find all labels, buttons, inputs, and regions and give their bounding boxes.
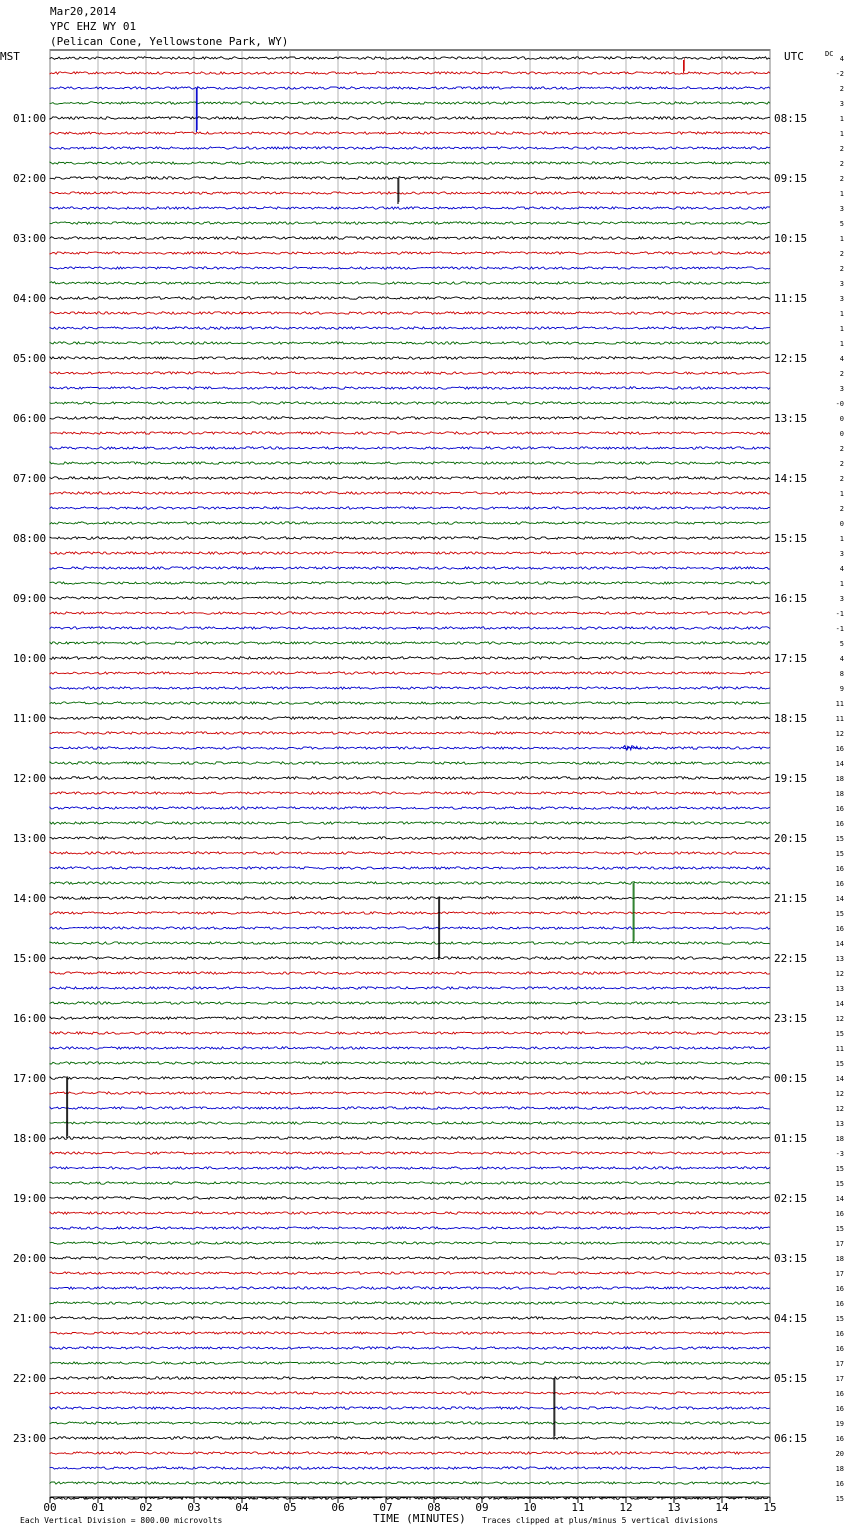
trace-line xyxy=(50,657,770,660)
trace-line xyxy=(50,1377,770,1380)
trace-line xyxy=(50,597,770,600)
dc-offset-label: 2 xyxy=(839,250,844,258)
trace-line xyxy=(50,402,770,404)
trace-line xyxy=(50,552,770,554)
utc-hour-label: 17:15 xyxy=(774,652,808,665)
trace-line xyxy=(50,1392,770,1394)
trace-line xyxy=(50,1152,770,1154)
dc-offset-label: 13 xyxy=(835,955,844,963)
x-tick-label: 04 xyxy=(235,1501,249,1514)
dc-offset-label: 18 xyxy=(835,1465,844,1473)
x-tick-label: 02 xyxy=(139,1501,153,1514)
dc-offset-label: 20 xyxy=(835,1450,844,1458)
minute-grid xyxy=(50,50,770,1503)
mst-hour-label: 05:00 xyxy=(13,352,47,365)
trace-line xyxy=(50,1317,770,1320)
dc-offset-label: 14 xyxy=(835,940,844,948)
trace-line xyxy=(50,177,770,180)
trace-line xyxy=(50,1032,770,1034)
dc-offset-label: 16 xyxy=(835,1345,844,1353)
trace-line xyxy=(50,342,770,344)
dc-offset-label: 2 xyxy=(839,265,844,273)
trace-line xyxy=(50,867,770,869)
trace-line xyxy=(50,372,770,374)
trace-line xyxy=(50,1452,770,1454)
trace-line xyxy=(50,1437,770,1440)
mst-hour-label: 11:00 xyxy=(13,712,47,725)
mst-hour-label: 14:00 xyxy=(13,892,47,905)
mst-hour-label: 13:00 xyxy=(13,832,47,845)
trace-line xyxy=(50,1197,770,1200)
utc-hour-label: 09:15 xyxy=(774,172,808,185)
dc-offset-label: 11 xyxy=(835,700,844,708)
utc-hour-label: 08:15 xyxy=(774,112,808,125)
trace-line xyxy=(50,1362,770,1364)
utc-hour-label: 19:15 xyxy=(774,772,808,785)
mst-hour-label: 19:00 xyxy=(13,1192,47,1205)
dc-offset-label: 14 xyxy=(835,760,844,768)
dc-offset-label: 12 xyxy=(835,1105,844,1113)
dc-offset-label: 2 xyxy=(839,370,844,378)
utc-hour-label: 16:15 xyxy=(774,592,808,605)
dc-offset-label: 3 xyxy=(839,385,844,393)
utc-hour-label: 15:15 xyxy=(774,532,808,545)
dc-offset-label: 16 xyxy=(835,1435,844,1443)
dc-offset-label: 4 xyxy=(839,55,844,63)
dc-offset-label: 2 xyxy=(839,475,844,483)
mst-hour-label: 18:00 xyxy=(13,1132,47,1145)
dc-offset-label: 14 xyxy=(835,1000,844,1008)
dc-offset-label: 3 xyxy=(839,295,844,303)
trace-line xyxy=(50,792,770,794)
trace-line xyxy=(50,87,770,89)
mst-hour-label: 04:00 xyxy=(13,292,47,305)
mst-hour-label: 16:00 xyxy=(13,1012,47,1025)
trace-line xyxy=(50,1017,770,1020)
trace-line xyxy=(50,1182,770,1184)
trace-line xyxy=(50,882,770,884)
trace-line xyxy=(50,492,770,494)
trace-line xyxy=(50,1287,770,1289)
x-tick-label: 13 xyxy=(667,1501,681,1514)
mst-hour-label: 22:00 xyxy=(13,1372,47,1385)
utc-hour-label: 20:15 xyxy=(774,832,808,845)
trace-line xyxy=(50,162,770,164)
trace-line xyxy=(50,357,770,360)
dc-offset-label: 8 xyxy=(839,670,844,678)
dc-offset-label: 18 xyxy=(835,1255,844,1263)
mst-hour-label: 20:00 xyxy=(13,1252,47,1265)
trace-line xyxy=(50,417,770,420)
dc-offset-label: 16 xyxy=(835,805,844,813)
trace-line xyxy=(50,117,770,120)
event-burst xyxy=(623,746,641,750)
trace-line xyxy=(50,1242,770,1244)
dc-offset-label: 16 xyxy=(835,1300,844,1308)
trace-line xyxy=(50,627,770,629)
trace-line xyxy=(50,612,770,614)
mst-hour-label: 06:00 xyxy=(13,412,47,425)
trace-line xyxy=(50,672,770,674)
dc-offset-label: 5 xyxy=(839,640,844,648)
dc-offset-label: 1 xyxy=(839,190,844,198)
mst-hour-label: 03:00 xyxy=(13,232,47,245)
trace-line xyxy=(50,282,770,284)
trace-line xyxy=(50,1092,770,1094)
trace-line xyxy=(50,1272,770,1274)
dc-offset-label: 3 xyxy=(839,280,844,288)
dc-offset-label: 1 xyxy=(839,580,844,588)
trace-line xyxy=(50,477,770,480)
dc-offset-label: -1 xyxy=(835,625,844,633)
trace-line xyxy=(50,987,770,989)
trace-line xyxy=(50,327,770,329)
dc-offset-label: 1 xyxy=(839,490,844,498)
trace-line xyxy=(50,132,770,134)
x-tick-label: 14 xyxy=(715,1501,729,1514)
utc-hour-label: 01:15 xyxy=(774,1132,808,1145)
dc-offset-label: 13 xyxy=(835,985,844,993)
trace-line xyxy=(50,432,770,434)
utc-hour-label: 02:15 xyxy=(774,1192,808,1205)
trace-line xyxy=(50,1002,770,1004)
trace-line xyxy=(50,1422,770,1424)
x-tick-label: 03 xyxy=(187,1501,201,1514)
dc-offset-label: -3 xyxy=(835,1150,844,1158)
trace-line xyxy=(50,267,770,269)
utc-hour-label: 10:15 xyxy=(774,232,808,245)
utc-hour-label: 06:15 xyxy=(774,1432,808,1445)
dc-offset-label: 15 xyxy=(835,1060,844,1068)
mst-hour-label: 17:00 xyxy=(13,1072,47,1085)
trace-line xyxy=(50,447,770,449)
mst-hour-label: 10:00 xyxy=(13,652,47,665)
mst-hour-label: 01:00 xyxy=(13,112,47,125)
dc-offset-label: 15 xyxy=(835,1315,844,1323)
dc-offset-label: 9 xyxy=(839,685,844,693)
header-location: (Pelican Cone, Yellowstone Park, WY) xyxy=(50,35,289,48)
trace-line xyxy=(50,1407,770,1409)
x-tick-label: 00 xyxy=(43,1501,57,1514)
trace-line xyxy=(50,1047,770,1049)
trace-line xyxy=(50,582,770,584)
trace-line xyxy=(50,1467,770,1469)
trace-line xyxy=(50,537,770,540)
dc-offset-label: 1 xyxy=(839,325,844,333)
dc-offset-label: 4 xyxy=(839,565,844,573)
utc-hour-label: 00:15 xyxy=(774,1072,808,1085)
dc-offset-label: 12 xyxy=(835,730,844,738)
dc-offset-label: 13 xyxy=(835,1120,844,1128)
dc-offset-label: 15 xyxy=(835,1225,844,1233)
trace-line xyxy=(50,942,770,944)
trace-line xyxy=(50,1107,770,1109)
trace-line xyxy=(50,1482,770,1484)
dc-offset-label: 17 xyxy=(835,1270,844,1278)
mst-hour-label: 08:00 xyxy=(13,532,47,545)
dc-offset-label: 1 xyxy=(839,535,844,543)
axis-labels xyxy=(0,50,844,1525)
utc-label: UTC xyxy=(784,50,804,63)
dc-offset-label: 1 xyxy=(839,340,844,348)
x-tick-label: 10 xyxy=(523,1501,537,1514)
dc-offset-label: 0 xyxy=(839,415,844,423)
trace-line xyxy=(50,732,770,734)
x-tick-label: 11 xyxy=(571,1501,585,1514)
dc-offset-label: 15 xyxy=(835,910,844,918)
trace-line xyxy=(50,1332,770,1334)
dc-offset-label: 2 xyxy=(839,85,844,93)
dc-offset-label: 16 xyxy=(835,865,844,873)
utc-hour-label: 23:15 xyxy=(774,1012,808,1025)
x-tick-label: 07 xyxy=(379,1501,393,1514)
dc-offset-label: 3 xyxy=(839,205,844,213)
dc-offset-label: 16 xyxy=(835,820,844,828)
dc-offset-label: 14 xyxy=(835,1075,844,1083)
dc-offset-label: 12 xyxy=(835,970,844,978)
dc-offset-label: 2 xyxy=(839,460,844,468)
trace-line xyxy=(50,237,770,240)
dc-offset-label: -2 xyxy=(835,70,844,78)
trace-line xyxy=(50,897,770,900)
mst-hour-label: 02:00 xyxy=(13,172,47,185)
dc-offset-label: 16 xyxy=(835,1480,844,1488)
x-tick-label: 06 xyxy=(331,1501,345,1514)
dc-offset-label: 16 xyxy=(835,745,844,753)
dc-offset-label: 2 xyxy=(839,445,844,453)
trace-line xyxy=(50,807,770,809)
dc-offset-label: 16 xyxy=(835,1405,844,1413)
trace-line xyxy=(50,222,770,224)
trace-line xyxy=(50,387,770,389)
trace-line xyxy=(50,102,770,104)
trace-line xyxy=(50,312,770,314)
dc-offset-label: 14 xyxy=(835,1195,844,1203)
trace-line xyxy=(50,837,770,840)
dc-offset-label: 1 xyxy=(839,235,844,243)
x-axis-title: TIME (MINUTES) xyxy=(373,1512,466,1525)
utc-hour-label: 05:15 xyxy=(774,1372,808,1385)
x-tick-label: 05 xyxy=(283,1501,297,1514)
trace-line xyxy=(50,1122,770,1124)
utc-hour-label: 14:15 xyxy=(774,472,808,485)
trace-line xyxy=(50,927,770,929)
dc-offset-label: 15 xyxy=(835,1495,844,1503)
trace-line xyxy=(50,1167,770,1169)
dc-offset-label: 11 xyxy=(835,1045,844,1053)
dc-offset-label: 2 xyxy=(839,505,844,513)
trace-line xyxy=(50,1347,770,1349)
trace-line xyxy=(50,57,770,60)
dc-offset-label: 16 xyxy=(835,880,844,888)
trace-line xyxy=(50,297,770,300)
trace-line xyxy=(50,747,770,749)
trace-line xyxy=(50,1257,770,1260)
dc-offset-label: 5 xyxy=(839,220,844,228)
trace-line xyxy=(50,702,770,704)
dc-offset-label: 17 xyxy=(835,1375,844,1383)
header-date: Mar20,2014 xyxy=(50,5,117,18)
dc-label: DC xyxy=(825,50,834,58)
dc-offset-label: 15 xyxy=(835,1165,844,1173)
utc-hour-label: 03:15 xyxy=(774,1252,808,1265)
trace-line xyxy=(50,207,770,209)
trace-line xyxy=(50,1227,770,1229)
dc-offset-label: 16 xyxy=(835,925,844,933)
trace-line xyxy=(50,147,770,149)
clip-note: Traces clipped at plus/minus 5 vertical divisions xyxy=(482,1516,719,1525)
trace-line xyxy=(50,912,770,914)
dc-offset-label: 2 xyxy=(839,160,844,168)
x-tick-label: 12 xyxy=(619,1501,633,1514)
mst-hour-label: 12:00 xyxy=(13,772,47,785)
dc-offset-label: 19 xyxy=(835,1420,844,1428)
trace-line xyxy=(50,642,770,644)
dc-offset-label: 15 xyxy=(835,835,844,843)
x-tick-label: 08 xyxy=(427,1501,441,1514)
mst-label: MST xyxy=(0,50,20,63)
scale-note: Each Vertical Division = 800.00 microvolts xyxy=(20,1516,223,1525)
mst-hour-label: 09:00 xyxy=(13,592,47,605)
utc-hour-label: 13:15 xyxy=(774,412,808,425)
dc-offset-label: 1 xyxy=(839,115,844,123)
dc-offset-label: 15 xyxy=(835,1180,844,1188)
dc-offset-label: 3 xyxy=(839,550,844,558)
dc-offset-label: 11 xyxy=(835,715,844,723)
utc-hour-label: 11:15 xyxy=(774,292,808,305)
dc-offset-label: -0 xyxy=(835,400,844,408)
trace-line xyxy=(50,1137,770,1140)
dc-offset-label: 3 xyxy=(839,595,844,603)
trace-line xyxy=(50,822,770,824)
dc-offset-label: -1 xyxy=(835,610,844,618)
x-tick-label: 09 xyxy=(475,1501,489,1514)
trace-line xyxy=(50,972,770,974)
dc-offset-label: 3 xyxy=(839,100,844,108)
dc-offset-label: 4 xyxy=(839,355,844,363)
mst-hour-label: 07:00 xyxy=(13,472,47,485)
trace-line xyxy=(50,717,770,720)
x-tick-label: 01 xyxy=(91,1501,105,1514)
dc-offset-label: 15 xyxy=(835,850,844,858)
trace-line xyxy=(50,567,770,569)
dc-offset-label: 16 xyxy=(835,1210,844,1218)
dc-offset-label: 14 xyxy=(835,895,844,903)
header-station: YPC EHZ WY 01 xyxy=(50,20,137,33)
trace-line xyxy=(50,252,770,254)
dc-offset-label: 16 xyxy=(835,1390,844,1398)
mst-hour-label: 15:00 xyxy=(13,952,47,965)
dc-offset-label: 16 xyxy=(835,1285,844,1293)
trace-line xyxy=(50,777,770,780)
dc-offset-label: 1 xyxy=(839,310,844,318)
dc-offset-label: 2 xyxy=(839,145,844,153)
utc-hour-label: 22:15 xyxy=(774,952,808,965)
trace-line xyxy=(50,462,770,464)
x-tick-label: 15 xyxy=(763,1501,777,1514)
dc-offset-label: 18 xyxy=(835,790,844,798)
trace-line xyxy=(50,957,770,960)
utc-hour-label: 21:15 xyxy=(774,892,808,905)
utc-hour-label: 12:15 xyxy=(774,352,808,365)
dc-offset-label: 18 xyxy=(835,775,844,783)
trace-line xyxy=(50,72,770,74)
utc-hour-label: 04:15 xyxy=(774,1312,808,1325)
dc-offset-label: 0 xyxy=(839,430,844,438)
trace-line xyxy=(50,1077,770,1080)
trace-line xyxy=(50,852,770,854)
dc-offset-label: 1 xyxy=(839,130,844,138)
trace-line xyxy=(50,192,770,194)
trace-line xyxy=(50,522,770,524)
utc-hour-label: 18:15 xyxy=(774,712,808,725)
seismic-traces xyxy=(50,57,770,1500)
trace-line xyxy=(50,687,770,689)
trace-line xyxy=(50,507,770,509)
dc-offset-label: 16 xyxy=(835,1330,844,1338)
dc-offset-label: 17 xyxy=(835,1240,844,1248)
mst-hour-label: 21:00 xyxy=(13,1312,47,1325)
trace-line xyxy=(50,1062,770,1064)
dc-offset-label: 2 xyxy=(839,175,844,183)
dc-offset-label: 4 xyxy=(839,655,844,663)
trace-line xyxy=(50,762,770,764)
dc-offset-label: 15 xyxy=(835,1030,844,1038)
dc-offset-label: 18 xyxy=(835,1135,844,1143)
dc-offset-label: 0 xyxy=(839,520,844,528)
dc-offset-label: 12 xyxy=(835,1015,844,1023)
mst-hour-label: 23:00 xyxy=(13,1432,47,1445)
dc-offset-label: 12 xyxy=(835,1090,844,1098)
trace-line xyxy=(50,1302,770,1304)
trace-line xyxy=(50,1212,770,1214)
dc-offset-label: 17 xyxy=(835,1360,844,1368)
